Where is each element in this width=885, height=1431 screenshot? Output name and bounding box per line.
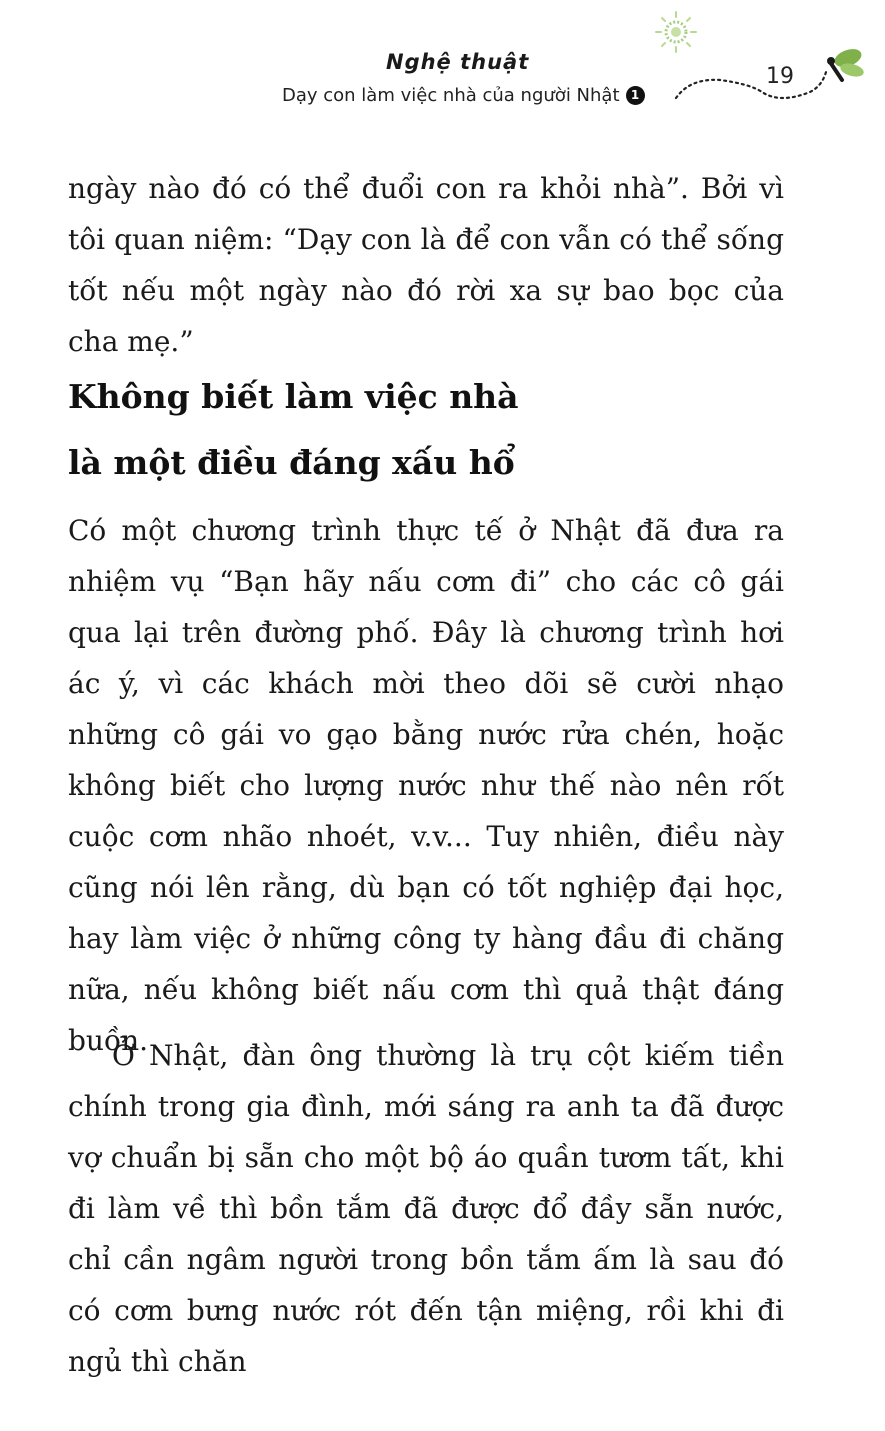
section-heading-line-2: là một điều đáng xấu hổ xyxy=(68,443,515,482)
sun-icon xyxy=(656,12,696,52)
series-title: Nghệ thuật xyxy=(386,50,530,74)
volume-badge: 1 xyxy=(626,86,645,105)
page-number: 19 xyxy=(766,64,794,89)
paragraph-1: Có một chương trình thực tế ở Nhật đã đưa ra nhiệm vụ “Bạn hãy nấu cơm đi” cho các cô gái qua lại trên đường phố. Đây là chương trình hơi ác ý, vì các khách mời theo dõi sẽ cười nhạo những cô gái vo gạo bằng nước rửa chén, hoặc không biết cho lượng nước như thế nào nên rốt cuộc cơm nhão nhoét, v.v... Tuy nhiên, điều này cũng nói lên rằng, dù bạn có tốt nghiệp đại học, hay làm việc ở những công ty hàng đầu đi chăng nữa, nếu không biết nấu cơm thì quả thật đáng buồn. xyxy=(68,514,784,1057)
book-subtitle-line xyxy=(282,85,645,106)
dragonfly-icon xyxy=(827,46,865,80)
paragraph-2: Ở Nhật, đàn ông thường là trụ cột kiếm tiền chính trong gia đình, mới sáng ra anh ta đã được vợ chuẩn bị sẵn cho một bộ áo quần tươm tất, khi đi làm về thì bồn tắm đã được đổ đầy sẵn nước, chỉ cần ngâm người trong bồn tắm ấm là sau đó có cơm bưng nước rót đến tận miệng, rồi khi đi ngủ thì chăn xyxy=(68,1039,784,1378)
paragraph-continuation: ngày nào đó có thể đuổi con ra khỏi nhà”. Bởi vì tôi quan niệm: “Dạy con là để con vẫn có thể sống tốt nếu một ngày nào đó rời xa sự bao bọc của cha mẹ.” xyxy=(68,172,784,358)
book-subtitle: Dạy con làm việc nhà của người Nhật xyxy=(282,85,620,106)
dotted-trail-decoration xyxy=(676,72,826,98)
section-heading-line-1: Không biết làm việc nhà xyxy=(68,377,519,416)
section-heading xyxy=(68,364,784,496)
